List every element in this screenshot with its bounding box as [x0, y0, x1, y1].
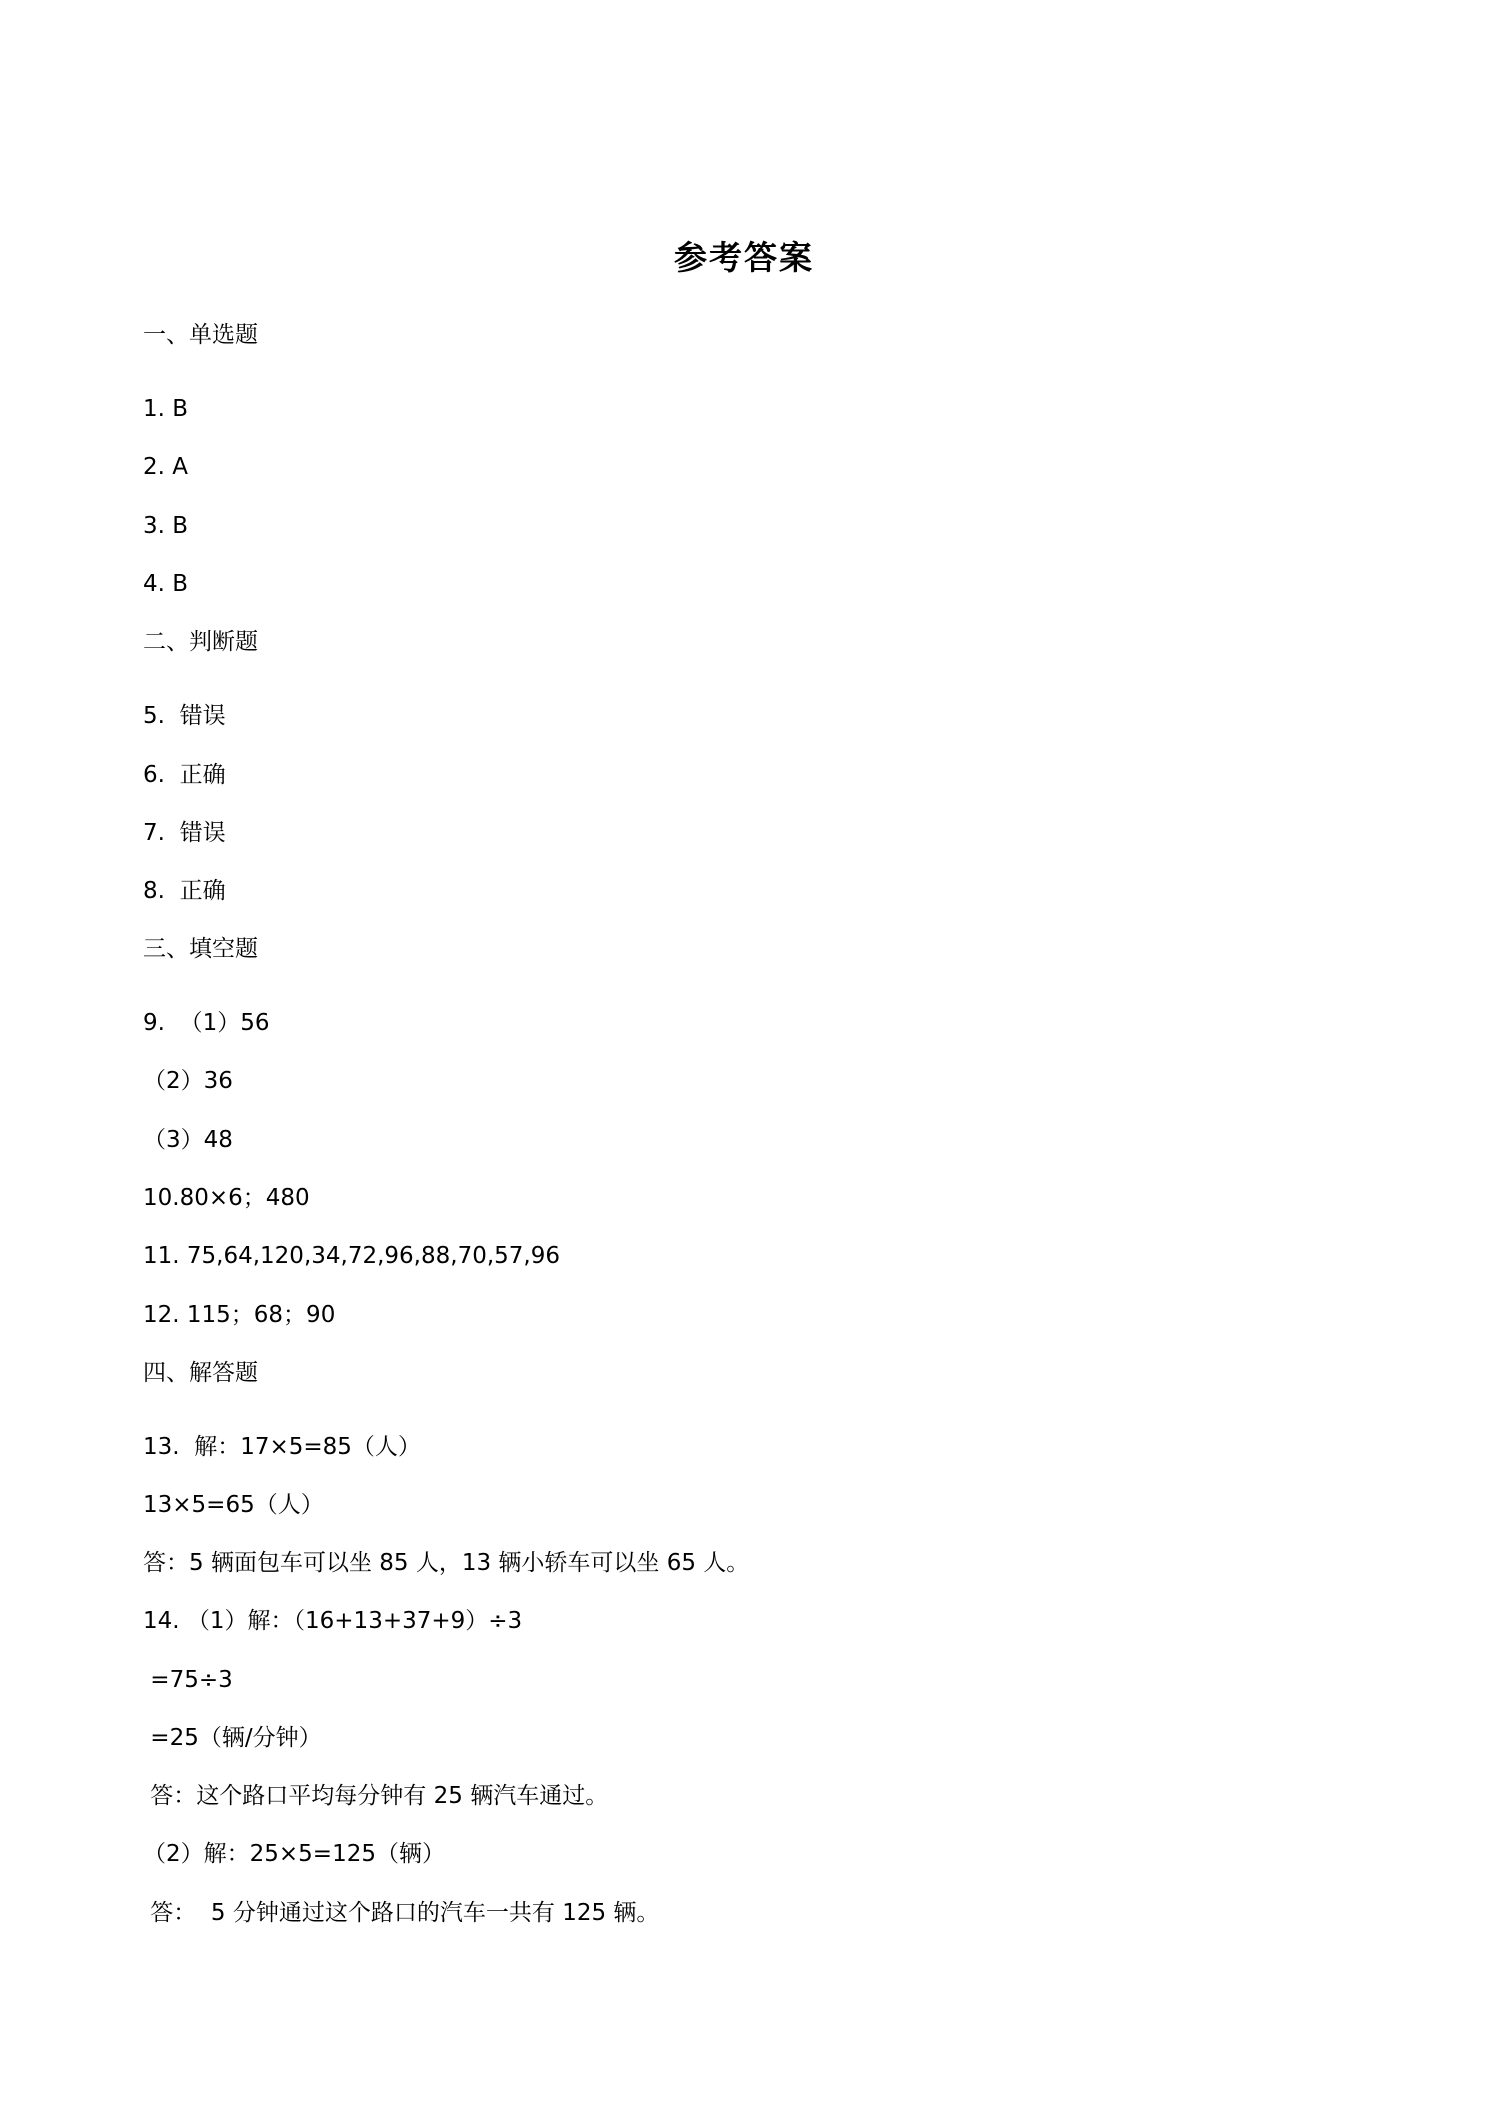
answer-line: 1. B [143, 396, 189, 422]
section-heading: 四、解答题 [143, 1360, 258, 1386]
answer-line: 7. 错误 [143, 820, 226, 846]
section-heading: 一、单选题 [143, 322, 258, 348]
answer-line: 2. A [143, 454, 188, 480]
answer-line: 14. （1）解：（16+13+37+9）÷3 [143, 1608, 523, 1634]
answer-line: 答：5 辆面包车可以坐 85 人，13 辆小轿车可以坐 65 人。 [143, 1550, 750, 1576]
answer-line: （3）48 [143, 1127, 233, 1153]
answer-line: 12. 115；68；90 [143, 1302, 336, 1328]
answer-line: 3. B [143, 513, 189, 539]
page-title: 参考答案 [674, 238, 814, 277]
answer-line: 9. （1）56 [143, 1010, 270, 1036]
answer-line: 6. 正确 [143, 762, 226, 788]
section-heading: 二、判断题 [143, 629, 258, 655]
answer-line: 答： 5 分钟通过这个路口的汽车一共有 125 辆。 [143, 1900, 660, 1926]
answer-line: 13. 解：17×5=85（人） [143, 1434, 421, 1460]
answer-line: =25（辆/分钟） [143, 1725, 322, 1751]
answer-line: 8. 正确 [143, 878, 226, 904]
section-heading: 三、填空题 [143, 936, 258, 962]
answer-line: 5. 错误 [143, 703, 226, 729]
answer-line: 10.80×6；480 [143, 1185, 310, 1211]
answer-line: （2）解：25×5=125（辆） [143, 1841, 445, 1867]
answer-line: 11. 75,64,120,34,72,96,88,70,57,96 [143, 1243, 560, 1269]
answer-line: 13×5=65（人） [143, 1492, 324, 1518]
answer-line: 4. B [143, 571, 189, 597]
answer-line: =75÷3 [143, 1667, 233, 1693]
answer-line: 答：这个路口平均每分钟有 25 辆汽车通过。 [143, 1783, 609, 1809]
answer-line: （2）36 [143, 1068, 233, 1094]
